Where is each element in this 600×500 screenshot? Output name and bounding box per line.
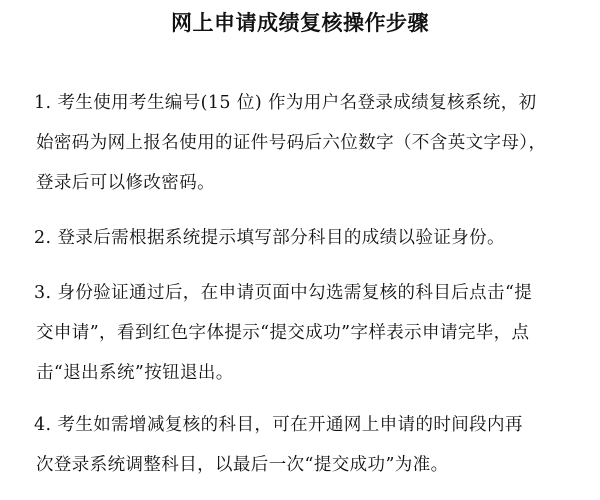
item-3-line-2: 交申请”，看到红色字体提示“提交成功”字样表示申请完毕，点 xyxy=(36,323,530,343)
page-title: 网上申请成绩复核操作步骤 xyxy=(171,10,429,35)
item-1-line-3: 登录后可以修改密码。 xyxy=(36,173,215,193)
item-4-line-2: 次登录系统调整科目，以最后一次“提交成功”为准。 xyxy=(36,455,449,475)
item-4-line-1: 4. 考生如需增减复核的科目，可在开通网上申请的时间段内再 xyxy=(34,415,523,435)
item-1-line-1: 1. 考生使用考生编号(15 位) 作为用户名登录成绩复核系统，初 xyxy=(34,93,537,113)
item-3-line-3: 击“退出系统”按钮退出。 xyxy=(36,363,234,383)
item-1-line-2: 始密码为网上报名使用的证件号码后六位数字（不含英文字母）， xyxy=(36,133,547,153)
item-3-line-1: 3. 身份验证通过后，在申请页面中勾选需复核的科目后点击“提 xyxy=(34,283,533,303)
item-2-line-1: 2. 登录后需根据系统提示填写部分科目的成绩以验证身份。 xyxy=(34,228,505,248)
